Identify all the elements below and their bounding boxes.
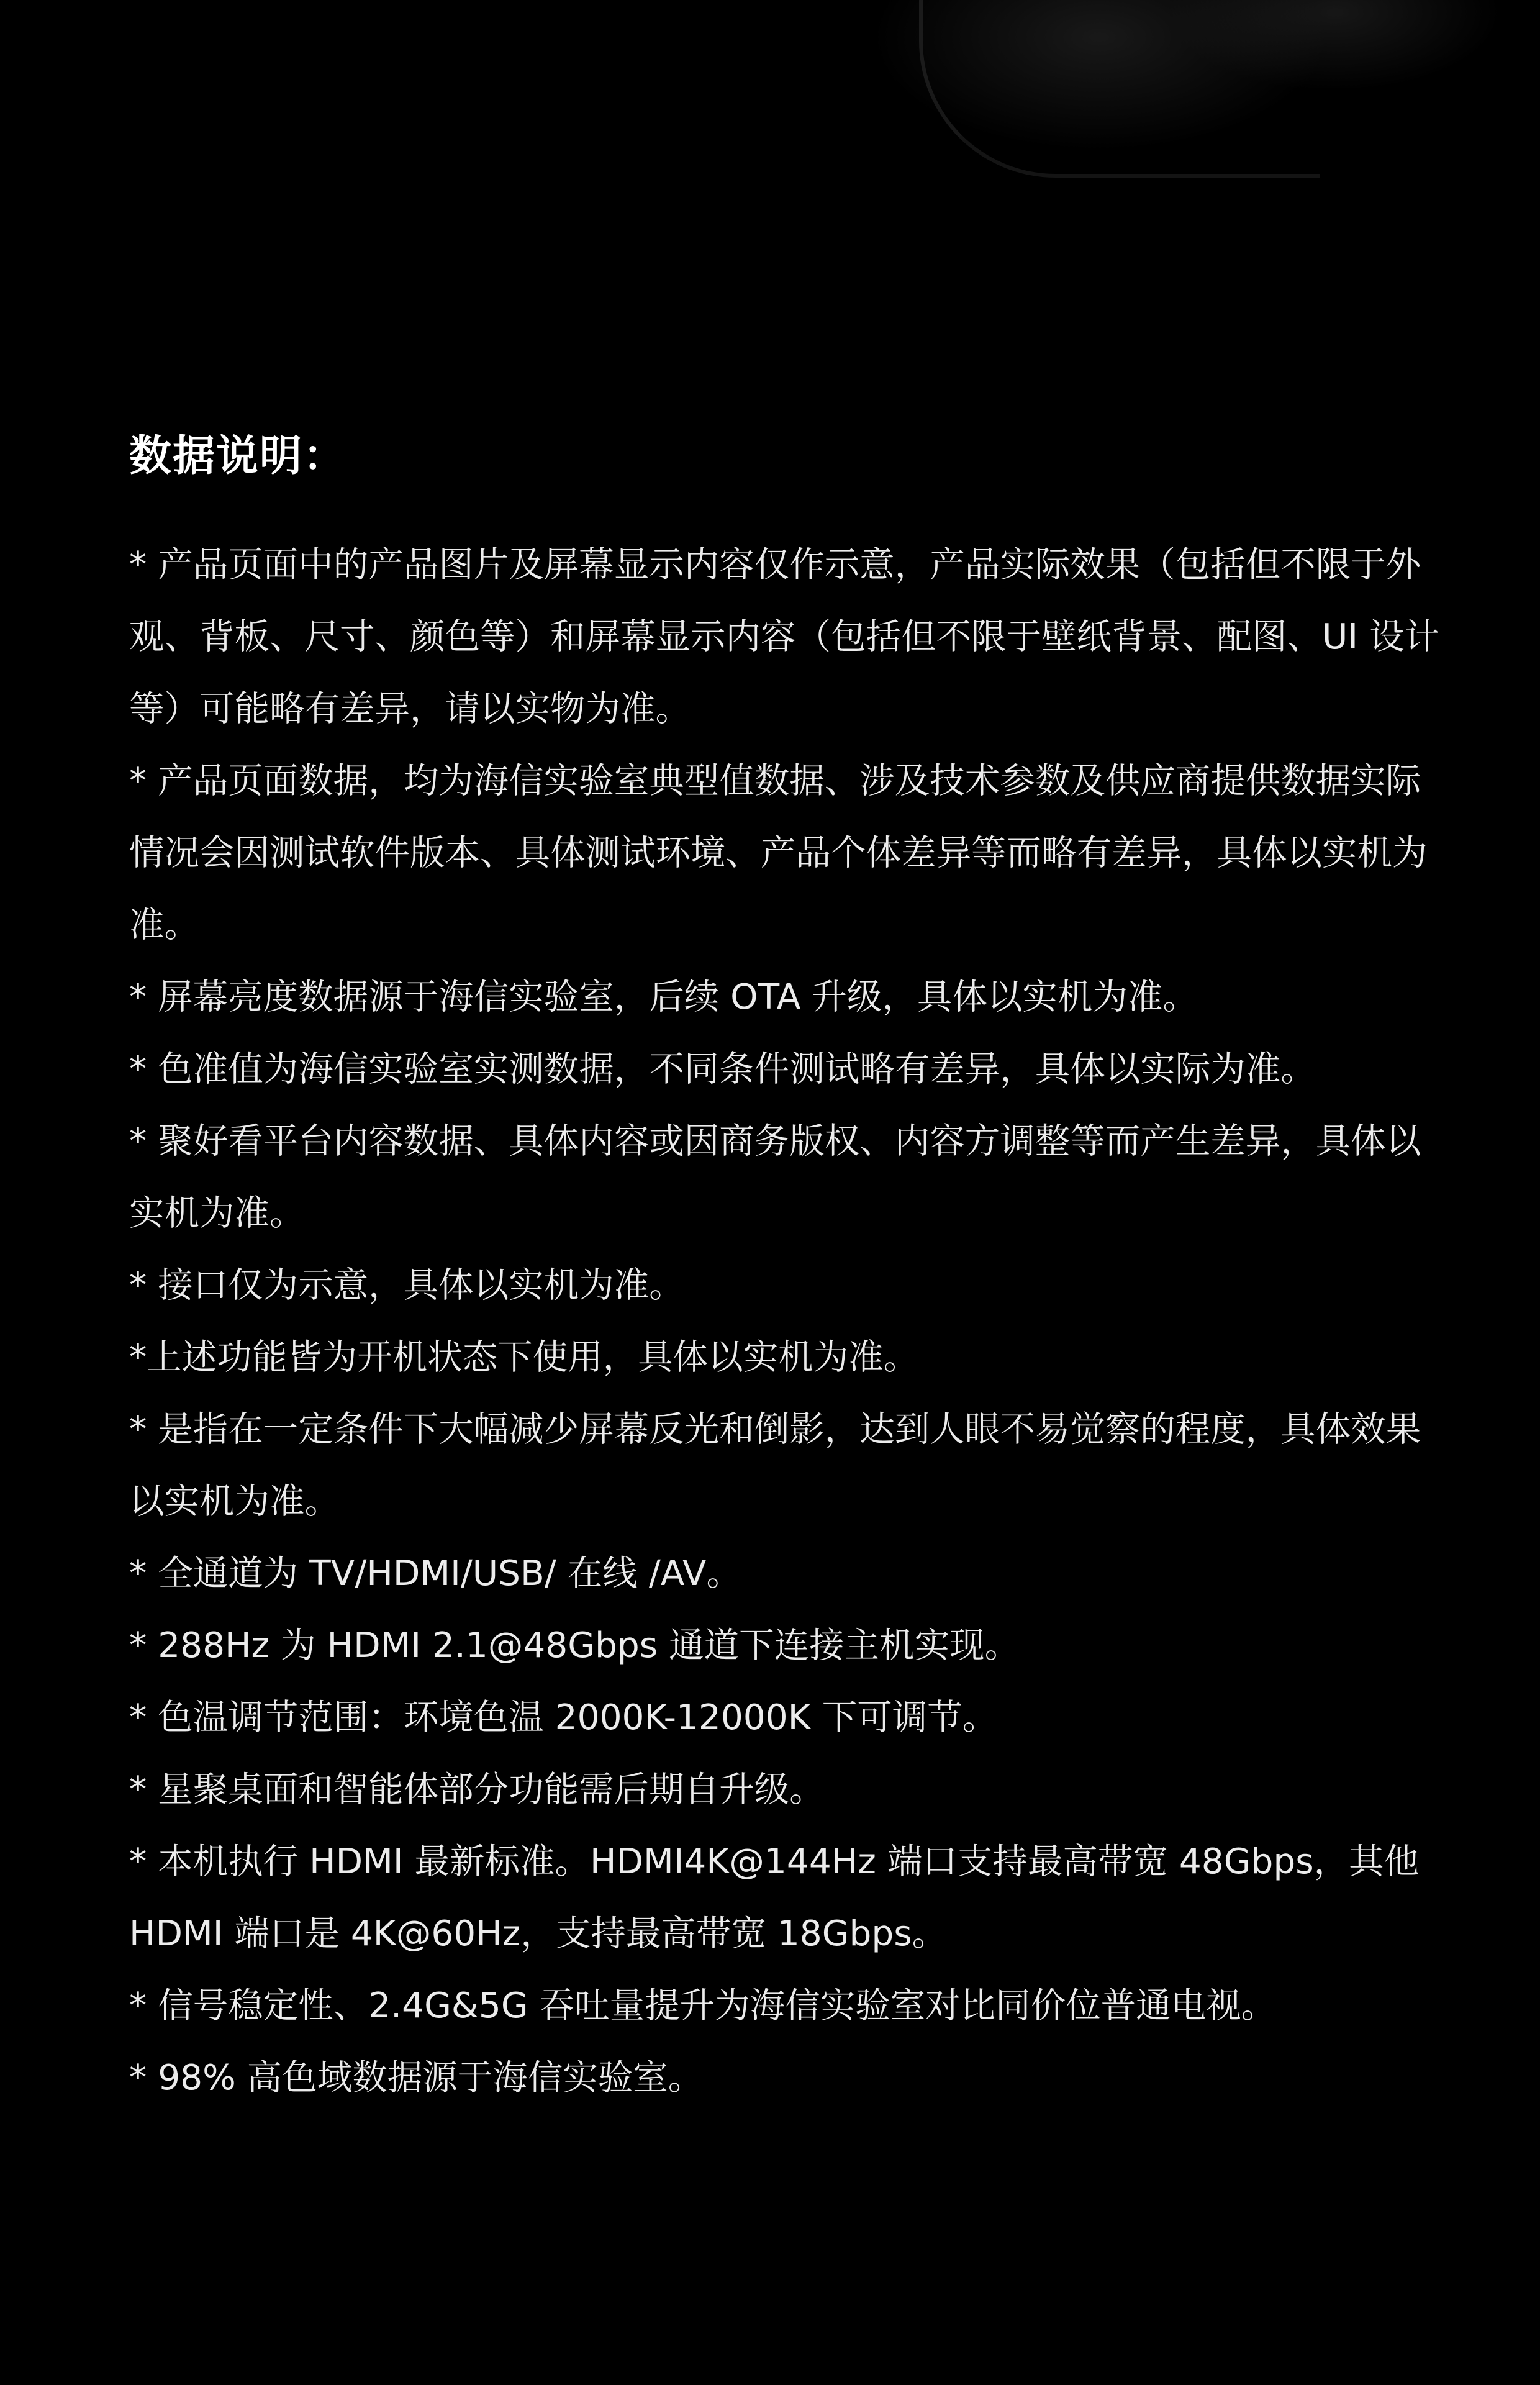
disclaimer-item: * 星聚桌面和智能体部分功能需后期自升级。 [129,1769,825,1810]
section-title: 数据说明： [129,432,347,481]
disclaimer-item: * 色准值为海信实验室实测数据，不同条件测试略有差异，具体以实际为准。 [129,1049,1316,1089]
product-image-edge [776,0,1540,261]
disclaimer-item: * 屏幕亮度数据源于海信实验室，后续 OTA 升级，具体以实机为准。 [129,977,1198,1017]
disclaimer-item: * 信号稳定性、2.4G&5G 吞吐量提升为海信实验室对比同价位普通电视。 [129,1986,1277,2026]
disclaimer-item: * 聚好看平台内容数据、具体内容或因商务版权、内容方调整等而产生差异，具体以实机为准。 [129,1121,1421,1233]
disclaimer-item: * 288Hz 为 HDMI 2.1@48Gbps 通道下连接主机实现。 [129,1625,1020,1666]
disclaimer-list [129,529,1439,2114]
disclaimer-item: *上述功能皆为开机状态下使用，具体以实机为准。 [129,1337,919,1378]
data-disclaimer-section [129,429,1439,2114]
disclaimer-item: * 产品页面数据，均为海信实验室典型值数据、涉及技术参数及供应商提供数据实际情况会因测试软件版本、具体测试环境、产品个体差异等而略有差异，具体以实机为准。 [129,761,1428,945]
disclaimer-item: * 是指在一定条件下大幅减少屏幕反光和倒影，达到人眼不易觉察的程度，具体效果以实机为准。 [129,1409,1421,1522]
disclaimer-item: * 产品页面中的产品图片及屏幕显示内容仅作示意，产品实际效果（包括但不限于外观、背板、尺寸、颜色等）和屏幕显示内容（包括但不限于壁纸背景、配图、UI 设计等）可能略有差异，请以实物为准。 [129,545,1439,729]
disclaimer-item: * 全通道为 TV/HDMI/USB/ 在线 /AV。 [129,1553,741,1594]
disclaimer-item: * 98% 高色域数据源于海信实验室。 [129,2058,704,2098]
disclaimer-item: * 本机执行 HDMI 最新标准。HDMI4K@144Hz 端口支持最高带宽 48Gbps，其他 HDMI 端口是 4K@60Hz，支持最高带宽 18Gbps。 [129,1842,1420,1954]
disclaimer-item: * 色温调节范围：环境色温 2000K-12000K 下可调节。 [129,1697,998,1738]
product-rim-decoration [919,0,1320,178]
disclaimer-item: * 接口仅为示意，具体以实机为准。 [129,1265,684,1306]
